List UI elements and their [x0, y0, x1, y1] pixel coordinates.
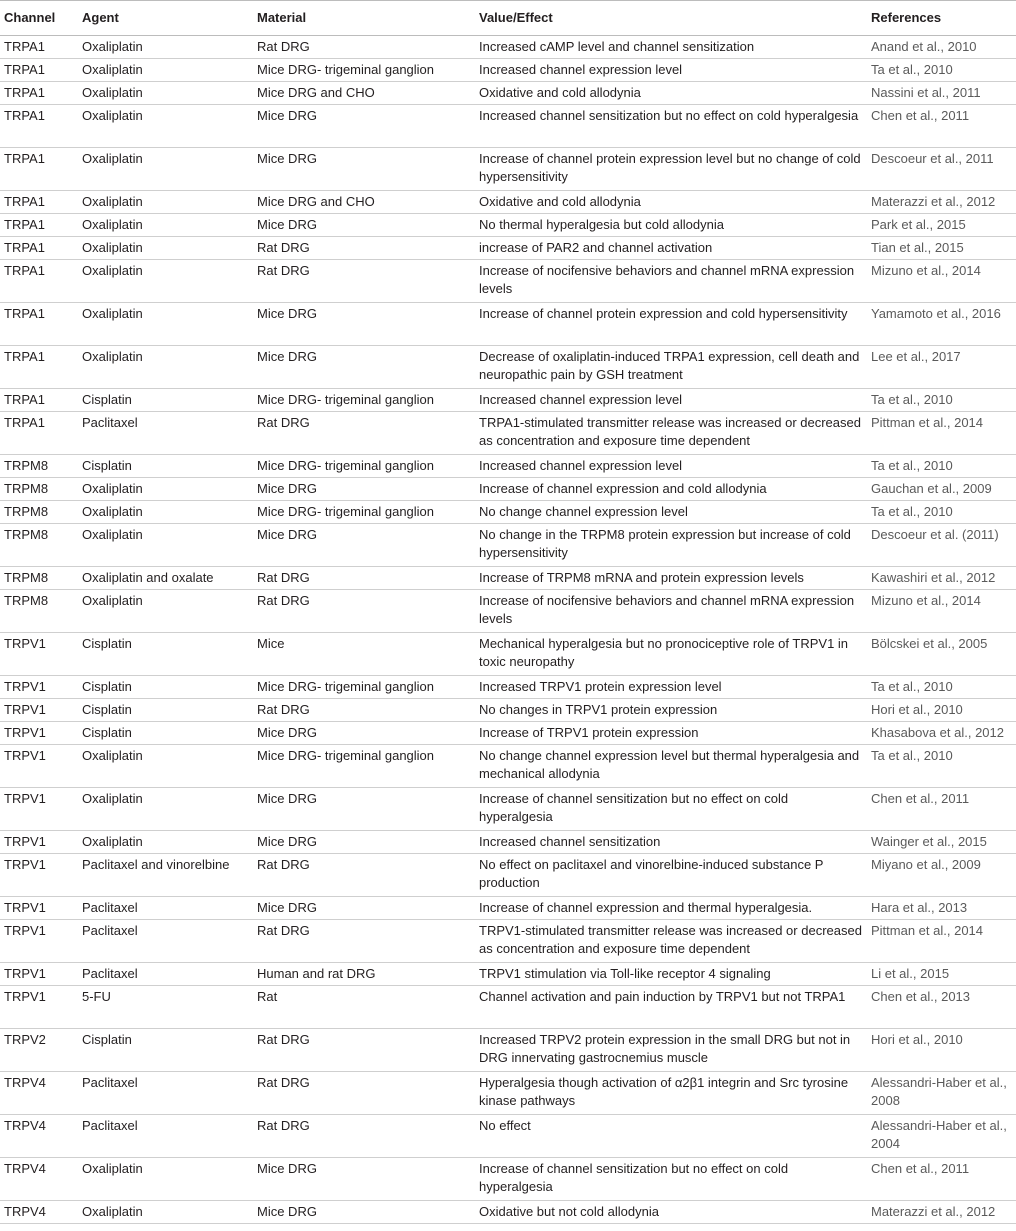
- cell-reference: Tian et al., 2015: [867, 237, 1016, 260]
- cell-channel: TRPV1: [0, 699, 78, 722]
- cell-reference: Chen et al., 2011: [867, 105, 1016, 148]
- cell-value-effect: Increase of channel protein expression and cold hypersensitivity: [475, 303, 867, 346]
- table-row: [0, 105, 1016, 148]
- cell-agent: Paclitaxel: [78, 1072, 253, 1115]
- cell-channel: TRPV2: [0, 1029, 78, 1072]
- table-row: [0, 389, 1016, 412]
- cell-channel: TRPM8: [0, 567, 78, 590]
- cell-agent: Oxaliplatin: [78, 1201, 253, 1224]
- cell-reference: Pittman et al., 2014: [867, 920, 1016, 963]
- cell-value-effect: Oxidative and cold allodynia: [475, 82, 867, 105]
- cell-agent: 5-FU: [78, 986, 253, 1029]
- cell-agent: Oxaliplatin: [78, 524, 253, 567]
- table-row: [0, 567, 1016, 590]
- cell-reference: Park et al., 2015: [867, 214, 1016, 237]
- cell-agent: Oxaliplatin: [78, 214, 253, 237]
- cell-agent: Oxaliplatin: [78, 105, 253, 148]
- cell-material: Mice DRG: [253, 524, 475, 567]
- cell-value-effect: No thermal hyperalgesia but cold allodynia: [475, 214, 867, 237]
- cell-reference: Hara et al., 2013: [867, 897, 1016, 920]
- table-row: [0, 1158, 1016, 1201]
- table-row: [0, 633, 1016, 676]
- cell-agent: Oxaliplatin and oxalate: [78, 567, 253, 590]
- cell-reference: Hori et al., 2010: [867, 1029, 1016, 1072]
- cell-channel: TRPV1: [0, 963, 78, 986]
- cell-channel: TRPA1: [0, 389, 78, 412]
- cell-channel: TRPA1: [0, 59, 78, 82]
- cell-agent: Oxaliplatin: [78, 1158, 253, 1201]
- cell-material: Rat DRG: [253, 237, 475, 260]
- table-row: [0, 854, 1016, 897]
- cell-agent: Cisplatin: [78, 389, 253, 412]
- cell-channel: TRPV4: [0, 1201, 78, 1224]
- cell-channel: TRPV1: [0, 722, 78, 745]
- cell-agent: Paclitaxel: [78, 1115, 253, 1158]
- cell-channel: TRPA1: [0, 191, 78, 214]
- cell-material: Rat DRG: [253, 412, 475, 455]
- cell-reference: Pittman et al., 2014: [867, 412, 1016, 455]
- cell-material: Rat DRG: [253, 854, 475, 897]
- cell-agent: Oxaliplatin: [78, 745, 253, 788]
- cell-material: Mice DRG: [253, 214, 475, 237]
- cell-material: Mice DRG: [253, 831, 475, 854]
- table-row: [0, 148, 1016, 191]
- table-row: [0, 455, 1016, 478]
- table-row: [0, 412, 1016, 455]
- table-row: [0, 82, 1016, 105]
- cell-channel: TRPM8: [0, 590, 78, 633]
- cell-material: Mice DRG: [253, 105, 475, 148]
- cell-reference: Mizuno et al., 2014: [867, 590, 1016, 633]
- cell-value-effect: Increase of nocifensive behaviors and channel mRNA expression levels: [475, 590, 867, 633]
- cell-material: Mice DRG: [253, 346, 475, 389]
- cell-material: Rat DRG: [253, 920, 475, 963]
- table-row: [0, 524, 1016, 567]
- cell-agent: Cisplatin: [78, 722, 253, 745]
- table-row: [0, 920, 1016, 963]
- cell-reference: Yamamoto et al., 2016: [867, 303, 1016, 346]
- cell-reference: Ta et al., 2010: [867, 455, 1016, 478]
- table-row: [0, 59, 1016, 82]
- cell-channel: TRPA1: [0, 303, 78, 346]
- cell-agent: Oxaliplatin: [78, 478, 253, 501]
- cell-reference: Gauchan et al., 2009: [867, 478, 1016, 501]
- cell-channel: TRPA1: [0, 36, 78, 59]
- cell-agent: Cisplatin: [78, 676, 253, 699]
- cell-reference: Lee et al., 2017: [867, 346, 1016, 389]
- table-body: [0, 36, 1016, 1224]
- cell-reference: Alessandri-Haber et al., 2008: [867, 1072, 1016, 1115]
- cell-channel: TRPA1: [0, 148, 78, 191]
- cell-channel: TRPV4: [0, 1115, 78, 1158]
- table-row: [0, 346, 1016, 389]
- cell-value-effect: Increased channel sensitization: [475, 831, 867, 854]
- cell-value-effect: Increase of nocifensive behaviors and channel mRNA expression levels: [475, 260, 867, 303]
- table-row: [0, 501, 1016, 524]
- table-row: [0, 986, 1016, 1029]
- cell-material: Rat DRG: [253, 1115, 475, 1158]
- cell-agent: Oxaliplatin: [78, 346, 253, 389]
- cell-reference: Hori et al., 2010: [867, 699, 1016, 722]
- cell-reference: Ta et al., 2010: [867, 676, 1016, 699]
- cell-reference: Mizuno et al., 2014: [867, 260, 1016, 303]
- header-value-effect: Value/Effect: [475, 1, 867, 36]
- cell-channel: TRPV1: [0, 920, 78, 963]
- table-row: [0, 478, 1016, 501]
- cell-channel: TRPM8: [0, 478, 78, 501]
- cell-value-effect: Channel activation and pain induction by TRPV1 but not TRPA1: [475, 986, 867, 1029]
- cell-material: Rat DRG: [253, 1029, 475, 1072]
- cell-material: Mice DRG- trigeminal ganglion: [253, 455, 475, 478]
- cell-reference: Kawashiri et al., 2012: [867, 567, 1016, 590]
- table-row: [0, 831, 1016, 854]
- cell-material: Rat DRG: [253, 699, 475, 722]
- cell-value-effect: No change channel expression level but thermal hyperalgesia and mechanical allodynia: [475, 745, 867, 788]
- cell-material: Mice DRG: [253, 1201, 475, 1224]
- header-references: References: [867, 1, 1016, 36]
- cell-value-effect: Hyperalgesia though activation of α2β1 integrin and Src tyrosine kinase pathways: [475, 1072, 867, 1115]
- table-row: [0, 963, 1016, 986]
- cell-reference: Khasabova et al., 2012: [867, 722, 1016, 745]
- cell-value-effect: Increased cAMP level and channel sensitization: [475, 36, 867, 59]
- table-header: [0, 1, 1016, 36]
- cell-reference: Ta et al., 2010: [867, 501, 1016, 524]
- cell-agent: Oxaliplatin: [78, 260, 253, 303]
- cell-material: Rat DRG: [253, 36, 475, 59]
- table-row: [0, 1115, 1016, 1158]
- cell-value-effect: Oxidative but not cold allodynia: [475, 1201, 867, 1224]
- cell-reference: Materazzi et al., 2012: [867, 191, 1016, 214]
- cell-material: Mice: [253, 633, 475, 676]
- table-row: [0, 722, 1016, 745]
- cell-reference: Ta et al., 2010: [867, 389, 1016, 412]
- cell-channel: TRPM8: [0, 501, 78, 524]
- header-agent: Agent: [78, 1, 253, 36]
- cell-value-effect: Increased TRPV2 protein expression in the small DRG but not in DRG innervating gastrocnemius muscle: [475, 1029, 867, 1072]
- cell-material: Rat DRG: [253, 590, 475, 633]
- cell-agent: Oxaliplatin: [78, 788, 253, 831]
- table-row: [0, 303, 1016, 346]
- cell-material: Mice DRG: [253, 478, 475, 501]
- cell-value-effect: TRPV1 stimulation via Toll-like receptor 4 signaling: [475, 963, 867, 986]
- table-row: [0, 676, 1016, 699]
- cell-value-effect: Increase of channel expression and cold allodynia: [475, 478, 867, 501]
- cell-value-effect: Increase of channel sensitization but no effect on cold hyperalgesia: [475, 788, 867, 831]
- table-row: [0, 260, 1016, 303]
- cell-channel: TRPA1: [0, 82, 78, 105]
- table-row: [0, 1072, 1016, 1115]
- cell-agent: Oxaliplatin: [78, 82, 253, 105]
- cell-material: Mice DRG: [253, 303, 475, 346]
- cell-value-effect: Increased channel expression level: [475, 59, 867, 82]
- cell-agent: Cisplatin: [78, 633, 253, 676]
- cell-reference: Miyano et al., 2009: [867, 854, 1016, 897]
- cell-reference: Ta et al., 2010: [867, 59, 1016, 82]
- cell-channel: TRPM8: [0, 455, 78, 478]
- cell-reference: Descoeur et al. (2011): [867, 524, 1016, 567]
- cell-reference: Chen et al., 2011: [867, 1158, 1016, 1201]
- cell-channel: TRPV1: [0, 854, 78, 897]
- cell-channel: TRPV1: [0, 676, 78, 699]
- cell-value-effect: TRPA1-stimulated transmitter release was increased or decreased as concentration and exposure time dependent: [475, 412, 867, 455]
- cell-value-effect: No changes in TRPV1 protein expression: [475, 699, 867, 722]
- cell-material: Rat: [253, 986, 475, 1029]
- cell-material: Mice DRG- trigeminal ganglion: [253, 745, 475, 788]
- cell-agent: Oxaliplatin: [78, 148, 253, 191]
- cell-value-effect: Increase of channel protein expression level but no change of cold hypersensitivity: [475, 148, 867, 191]
- cell-reference: Li et al., 2015: [867, 963, 1016, 986]
- cell-value-effect: No change channel expression level: [475, 501, 867, 524]
- cell-material: Mice DRG: [253, 897, 475, 920]
- table-row: [0, 897, 1016, 920]
- cell-channel: TRPA1: [0, 105, 78, 148]
- cell-reference: Chen et al., 2011: [867, 788, 1016, 831]
- cell-channel: TRPA1: [0, 260, 78, 303]
- cell-value-effect: Increase of TRPV1 protein expression: [475, 722, 867, 745]
- cell-value-effect: Decrease of oxaliplatin-induced TRPA1 expression, cell death and neuropathic pain by GSH treatment: [475, 346, 867, 389]
- cell-channel: TRPA1: [0, 412, 78, 455]
- table-row: [0, 788, 1016, 831]
- table-row: [0, 191, 1016, 214]
- cell-agent: Oxaliplatin: [78, 36, 253, 59]
- table-row: [0, 1029, 1016, 1072]
- cell-agent: Cisplatin: [78, 1029, 253, 1072]
- cell-value-effect: No effect on paclitaxel and vinorelbine-induced substance P production: [475, 854, 867, 897]
- cell-agent: Oxaliplatin: [78, 303, 253, 346]
- cell-material: Rat DRG: [253, 1072, 475, 1115]
- cell-reference: Nassini et al., 2011: [867, 82, 1016, 105]
- table-row: [0, 590, 1016, 633]
- cell-reference: Materazzi et al., 2012: [867, 1201, 1016, 1224]
- cell-agent: Paclitaxel: [78, 920, 253, 963]
- cell-material: Mice DRG- trigeminal ganglion: [253, 389, 475, 412]
- cell-reference: Descoeur et al., 2011: [867, 148, 1016, 191]
- cell-material: Mice DRG- trigeminal ganglion: [253, 501, 475, 524]
- cell-value-effect: Increase of channel sensitization but no effect on cold hyperalgesia: [475, 1158, 867, 1201]
- cell-material: Human and rat DRG: [253, 963, 475, 986]
- cell-agent: Cisplatin: [78, 699, 253, 722]
- cell-agent: Oxaliplatin: [78, 237, 253, 260]
- cell-reference: Anand et al., 2010: [867, 36, 1016, 59]
- cell-reference: Ta et al., 2010: [867, 745, 1016, 788]
- cell-reference: Chen et al., 2013: [867, 986, 1016, 1029]
- header-row: [0, 1, 1016, 36]
- cell-channel: TRPV4: [0, 1158, 78, 1201]
- table-row: [0, 699, 1016, 722]
- cell-agent: Paclitaxel and vinorelbine: [78, 854, 253, 897]
- cell-value-effect: Increased channel sensitization but no effect on cold hyperalgesia: [475, 105, 867, 148]
- cell-material: Mice DRG: [253, 1158, 475, 1201]
- header-channel: Channel: [0, 1, 78, 36]
- cell-agent: Paclitaxel: [78, 963, 253, 986]
- cell-material: Rat DRG: [253, 567, 475, 590]
- cell-material: Mice DRG and CHO: [253, 82, 475, 105]
- cell-agent: Paclitaxel: [78, 412, 253, 455]
- cell-channel: TRPV1: [0, 633, 78, 676]
- table-row: [0, 745, 1016, 788]
- cell-channel: TRPV1: [0, 788, 78, 831]
- cell-value-effect: No effect: [475, 1115, 867, 1158]
- cell-value-effect: Mechanical hyperalgesia but no pronociceptive role of TRPV1 in toxic neuropathy: [475, 633, 867, 676]
- cell-value-effect: Increased channel expression level: [475, 455, 867, 478]
- cell-agent: Oxaliplatin: [78, 501, 253, 524]
- cell-value-effect: Increase of channel expression and thermal hyperalgesia.: [475, 897, 867, 920]
- cell-channel: TRPA1: [0, 346, 78, 389]
- cell-material: Mice DRG and CHO: [253, 191, 475, 214]
- cell-agent: Oxaliplatin: [78, 59, 253, 82]
- cell-value-effect: TRPV1-stimulated transmitter release was increased or decreased as concentration and exposure time dependent: [475, 920, 867, 963]
- cell-channel: TRPV1: [0, 831, 78, 854]
- cell-channel: TRPM8: [0, 524, 78, 567]
- cell-reference: Alessandri-Haber et al., 2004: [867, 1115, 1016, 1158]
- cell-reference: Bölcskei et al., 2005: [867, 633, 1016, 676]
- table-row: [0, 214, 1016, 237]
- cell-channel: TRPA1: [0, 214, 78, 237]
- cell-material: Mice DRG- trigeminal ganglion: [253, 59, 475, 82]
- cell-channel: TRPV1: [0, 897, 78, 920]
- table-row: [0, 237, 1016, 260]
- cell-material: Mice DRG: [253, 722, 475, 745]
- cell-channel: TRPV1: [0, 986, 78, 1029]
- cell-agent: Cisplatin: [78, 455, 253, 478]
- cell-agent: Oxaliplatin: [78, 831, 253, 854]
- cell-agent: Oxaliplatin: [78, 590, 253, 633]
- cell-channel: TRPV1: [0, 745, 78, 788]
- table-row: [0, 1201, 1016, 1224]
- cell-channel: TRPA1: [0, 237, 78, 260]
- cell-value-effect: Increased TRPV1 protein expression level: [475, 676, 867, 699]
- cell-material: Rat DRG: [253, 260, 475, 303]
- cell-channel: TRPV4: [0, 1072, 78, 1115]
- cell-reference: Wainger et al., 2015: [867, 831, 1016, 854]
- cell-value-effect: increase of PAR2 and channel activation: [475, 237, 867, 260]
- cell-agent: Oxaliplatin: [78, 191, 253, 214]
- cell-value-effect: Increased channel expression level: [475, 389, 867, 412]
- cell-material: Mice DRG: [253, 788, 475, 831]
- cell-value-effect: Increase of TRPM8 mRNA and protein expression levels: [475, 567, 867, 590]
- cell-agent: Paclitaxel: [78, 897, 253, 920]
- header-material: Material: [253, 1, 475, 36]
- cell-material: Mice DRG: [253, 148, 475, 191]
- cell-material: Mice DRG- trigeminal ganglion: [253, 676, 475, 699]
- cell-value-effect: No change in the TRPM8 protein expression but increase of cold hypersensitivity: [475, 524, 867, 567]
- cell-value-effect: Oxidative and cold allodynia: [475, 191, 867, 214]
- table-row: [0, 36, 1016, 59]
